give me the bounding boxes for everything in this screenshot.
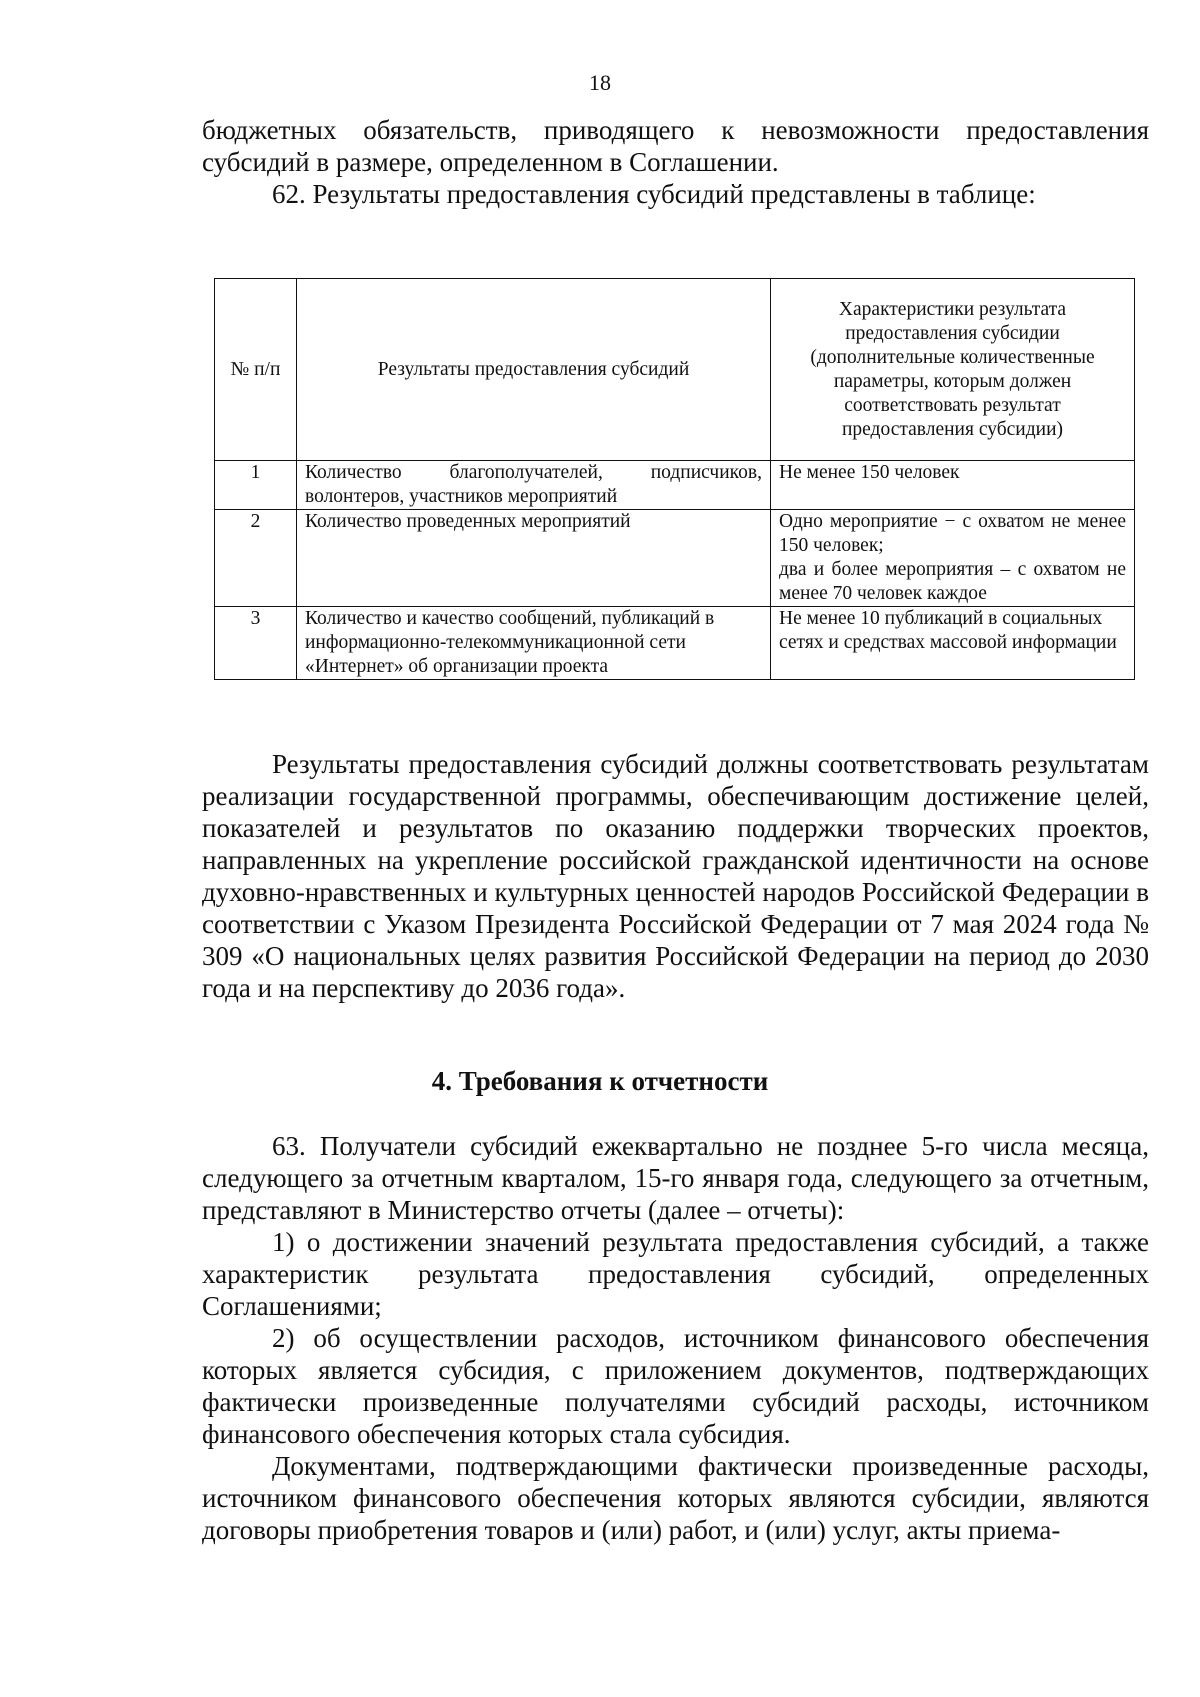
paragraph-documents: Документами, подтверждающими фактически произведенные расходы, источником финансового обеспечения которых являются субсидии, являются договоры приобретения товаров и (или) работ, и (или) услуг, акты приема- — [202, 1451, 1149, 1545]
paragraph-62: 62. Результаты предоставления субсидий представлены в таблице: — [272, 179, 1036, 209]
paragraph-63: 63. Получатели субсидий ежеквартально не позднее 5-го числа месяца, следующего за отчетным кварталом, 15-го января года, следующего за отчетным, представляют в Министерство отчеты (далее – отчеты): — [202, 1131, 1149, 1225]
row-result: Количество благополучателей, подписчиков, волонтеров, участников мероприятий — [297, 461, 771, 510]
page-number: 18 — [589, 70, 611, 95]
table-row — [215, 510, 1135, 607]
table-row — [215, 607, 1135, 680]
results-conformity-text — [202, 748, 1149, 1004]
row-number: 1 — [215, 461, 297, 510]
row-characteristic — [771, 510, 1135, 607]
header-characteristics: Характеристики результата предоставления субсидии (дополнительные количественные параметры, которым должен соответствовать результат предоставления субсидии) — [771, 279, 1135, 461]
row-characteristic-line: Одно мероприятие − с охватом не менее 150 человек; — [779, 511, 1126, 556]
paragraph-results-conformity: Результаты предоставления субсидий должны соответствовать результатам реализации государственной программы, обеспечивающим достижение целей, показателей и результатов по оказанию поддержки творческих проектов, направленных на укрепление российской гражданской идентичности на основе духовно-нравственных и культурных ценностей народов Российской Федерации в соответствии с Указом Президента Российской Федерации от 7 мая 2024 года № 309 «О национальных целях развития Российской Федерации на период до 2030 года и на перспективу до 2036 года». — [202, 749, 1149, 1003]
results-table — [214, 278, 1135, 680]
section-heading: 4. Требования к отчетности — [431, 1066, 769, 1096]
row-number: 3 — [215, 607, 297, 680]
row-result: Количество и качество сообщений, публикаций в информационно-телекоммуникационной сети «Интернет» об организации проекта — [297, 607, 771, 680]
row-number: 2 — [215, 510, 297, 607]
reporting-text — [202, 1130, 1149, 1546]
table-header-row — [215, 279, 1135, 461]
row-result: Количество проведенных мероприятий — [297, 510, 771, 607]
intro-text — [202, 114, 1149, 210]
paragraph-continuation: бюджетных обязательств, приводящего к невозможности предоставления субсидий в размере, определенном в Соглашении. — [202, 115, 1149, 177]
paragraph-item-2: 2) об осуществлении расходов, источником финансового обеспечения которых является субсидия, с приложением документов, подтверждающих фактически произведенные получателями субсидий расходы, источником финансового обеспечения которых стала субсидия. — [202, 1323, 1149, 1449]
row-characteristic-line: два и более мероприятия – с охватом не менее 70 человек каждое — [779, 559, 1126, 604]
paragraph-item-1: 1) о достижении значений результата предоставления субсидий, а также характеристик результата предоставления субсидий, определенных Соглашениями; — [202, 1227, 1149, 1321]
row-characteristic: Не менее 150 человек — [771, 461, 1135, 510]
header-number: № п/п — [215, 279, 297, 461]
table-row — [215, 461, 1135, 510]
row-characteristic: Не менее 10 публикаций в социальных сетях и средствах массовой информации — [771, 607, 1135, 680]
header-results: Результаты предоставления субсидий — [297, 279, 771, 461]
